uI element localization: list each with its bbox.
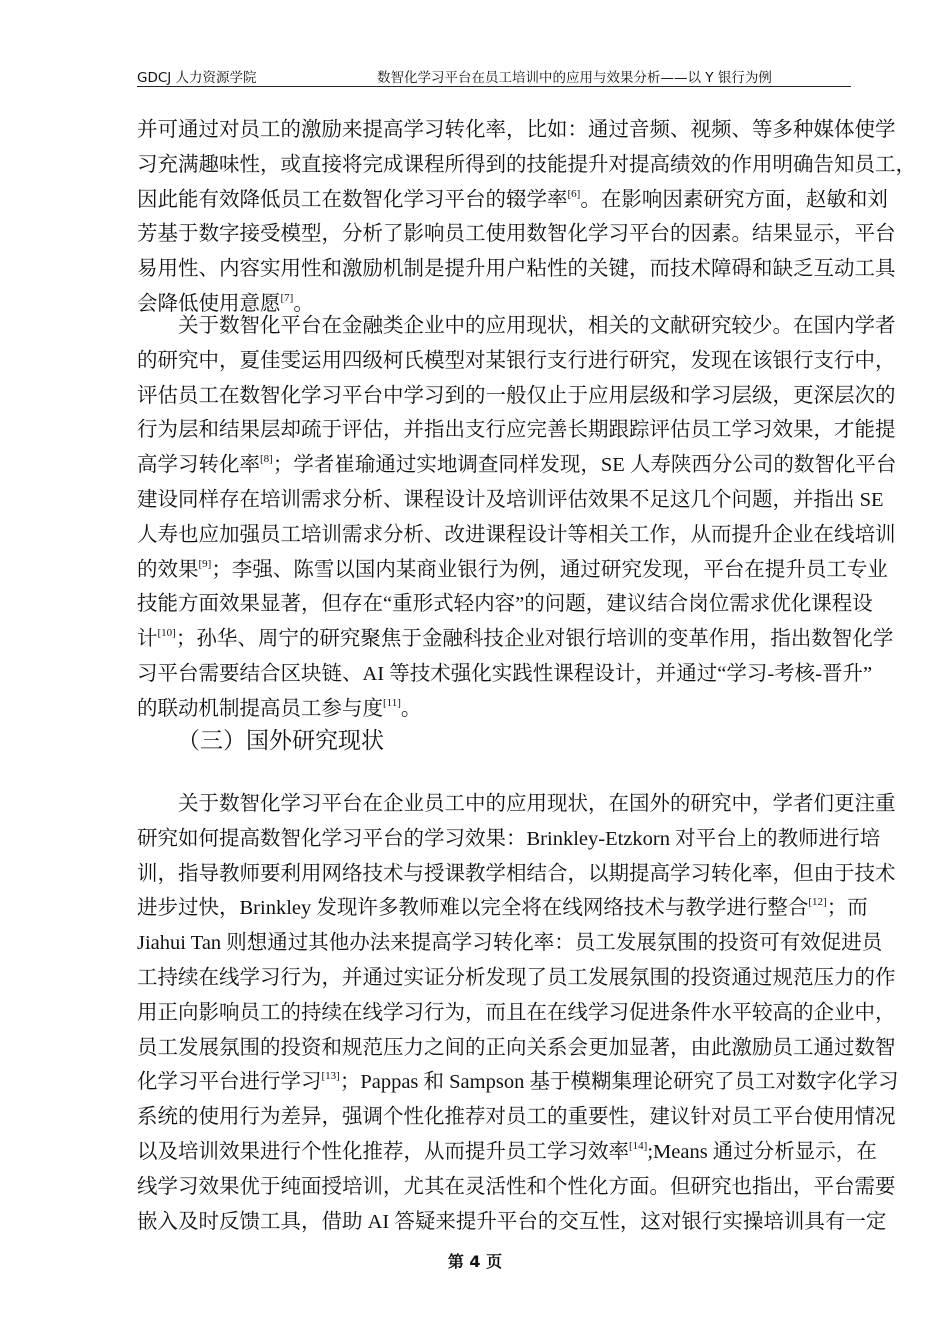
text-line [137, 1205, 887, 1240]
text-run: 人寿也应加强员工培训需求分析、改进课程设计等相关工作，从而提升企业在线培训 [137, 523, 896, 546]
text-line [137, 309, 896, 344]
citation-ref: [7] [280, 291, 294, 304]
text-run: 会降低使用意愿 [137, 292, 281, 315]
text-run: 用正向影响员工的持续在线学习行为，而且在在线学习促进条件水平较高的企业中， [137, 1001, 896, 1024]
text-run: 易用性、内容实用性和激励机制是提升用户粘性的关键，而技术障碍和缺乏互动工具 [137, 258, 896, 281]
text-run: 系统的使用行为差异，强调个性化推荐对员工的重要性，建议针对员工平台使用情况 [137, 1106, 896, 1129]
text-line [137, 252, 896, 287]
text-run: ；Pappas 和 Sampson 基于模糊集理论研究了员工对数字化学习 [339, 1071, 899, 1094]
citation-ref: [11] [383, 696, 401, 709]
text-line [137, 857, 896, 892]
text-run: 习充满趣味性，或直接将完成课程所得到的技能提升对提高绩效的作用明确告知员工， [137, 153, 916, 176]
text-run: 线学习效果优于纯面授培训，尤其在灵活性和个性化方面。但研究也指出，平台需要 [137, 1175, 896, 1198]
paragraph [137, 113, 916, 322]
text-run: ;Means 通过分析显示，在 [647, 1140, 877, 1163]
text-run: 高学习转化率 [137, 454, 260, 477]
text-line [137, 891, 868, 926]
text-run: 。 [400, 697, 422, 720]
text-run: 工持续在线学习行为，并通过实证分析发现了员工发展氛围的投资通过规范压力的作 [137, 966, 896, 989]
text-line [137, 553, 888, 588]
text-run: ；学者崔瑜通过实地调查同样发现，SE 人寿陕西分公司的数智化平台 [272, 454, 897, 477]
text-line [137, 1135, 877, 1170]
text-run: 。 [293, 292, 314, 315]
text-run: 技能方面效果显著，但存在“重形式轻内容”的问题，建议结合岗位需求优化课程设 [137, 593, 873, 616]
text-run: ；李强、陈雪以国内某商业银行为例，通过研究发现，平台在提升员工专业 [211, 558, 888, 581]
text-line [137, 413, 896, 448]
text-run: 的效果 [137, 558, 199, 581]
text-run: 芳基于数字接受模型，分析了影响员工使用数智化学习平台的因素。结果显示，平台 [137, 223, 896, 246]
text-run: 评估员工在数智化学习平台中学习到的一般仅止于应用层级和学习层级，更深层次的 [137, 384, 896, 407]
text-line [137, 1031, 896, 1066]
text-run: 关于数智化学习平台在企业员工中的应用现状，在国外的研究中，学者们更注重 [178, 793, 896, 815]
text-run: 计 [137, 628, 158, 651]
paragraph [137, 787, 899, 1239]
text-run: 研究如何提高数智化学习平台的学习效果：Brinkley-Etzkorn 对平台上的教师进行培 [137, 827, 881, 850]
page-number: 第 4 页 [447, 1252, 503, 1271]
header-institution: GDCJ 人力资源学院 [137, 70, 257, 86]
citation-ref: [12] [808, 896, 827, 909]
text-run: 化学习平台进行学习 [137, 1071, 322, 1094]
text-line [137, 483, 884, 518]
page-header [137, 66, 851, 87]
text-run: 的联动机制提高员工参与度 [137, 697, 383, 720]
text-line [137, 822, 881, 857]
text-line [137, 344, 896, 379]
text-run: 进步过快，Brinkley 发现许多教师难以完全将在线网络技术与教学进行整合 [137, 897, 809, 920]
section-heading: （三）国外研究现状 [177, 728, 384, 754]
citation-ref: [10] [157, 627, 176, 640]
paragraph [137, 309, 897, 727]
text-run: 。在影响因素研究方面，赵敏和刘 [580, 188, 888, 211]
text-run: Jiahui Tan 则想通过其他办法来提高学习转化率：员工发展氛围的投资可有效促进员 [137, 932, 883, 955]
text-run: 员工发展氛围的投资和规范压力之间的正向关系会更加显著，由此激励员工通过数智 [137, 1036, 896, 1059]
text-line [137, 1100, 896, 1135]
text-run: 以及培训效果进行个性化推荐，从而提升员工学习效率 [137, 1140, 629, 1163]
text-run: 嵌入及时反馈工具，借助 AI 答疑来提升平台的交互性，这对银行实操培训具有一定 [137, 1210, 887, 1233]
header-thesis-title: 数智化学习平台在员工培训中的应用与效果分析——以 Y 银行为例 [377, 70, 772, 86]
text-line [137, 996, 896, 1031]
citation-ref: [9] [198, 557, 212, 570]
text-run: 训，指导教师要利用网络技术与授课教学相结合，以期提高学习转化率，但由于技术 [137, 862, 896, 885]
text-run: 因此能有效降低员工在数智化学习平台的辍学率 [137, 188, 568, 211]
text-run: ；孙华、周宁的研究聚焦于金融科技企业对银行培训的变革作用，指出数智化学 [175, 628, 894, 651]
text-line [137, 379, 896, 414]
text-line [137, 961, 896, 996]
text-line [137, 1065, 899, 1100]
text-run: 的研究中，夏佳雯运用四级柯氏模型对某银行支行进行研究，发现在该银行支行中， [137, 349, 896, 372]
text-run: ；而 [826, 897, 868, 920]
text-run: 习平台需要结合区块链、AI 等技术强化实践性课程设计，并通过“学习-考核-晋升” [137, 662, 873, 685]
text-line [137, 657, 873, 692]
text-run: 并可通过对员工的激励来提高学习转化率，比如：通过音频、视频、等多种媒体使学 [137, 119, 896, 141]
text-line [137, 448, 897, 483]
text-line [137, 518, 896, 553]
text-line [137, 148, 916, 183]
citation-ref: [13] [321, 1070, 340, 1083]
text-line [137, 622, 894, 657]
text-line [137, 587, 873, 622]
citation-ref: [14] [629, 1139, 648, 1152]
text-line [137, 183, 888, 218]
text-line [137, 1170, 896, 1205]
citation-ref: [6] [567, 187, 581, 200]
text-run: 行为层和结果层却疏于评估，并指出支行应完善长期跟踪评估员工学习效果，才能提 [137, 419, 896, 442]
citation-ref: [8] [260, 453, 273, 466]
text-run: 关于数智化平台在金融类企业中的应用现状，相关的文献研究较少。在国内学者 [178, 315, 896, 337]
text-line [137, 217, 896, 252]
text-line [137, 113, 896, 148]
text-line [137, 787, 896, 822]
text-line [137, 926, 883, 961]
text-run: 建设同样存在培训需求分析、课程设计及培训评估效果不足这几个问题，并指出 SE [137, 488, 884, 511]
